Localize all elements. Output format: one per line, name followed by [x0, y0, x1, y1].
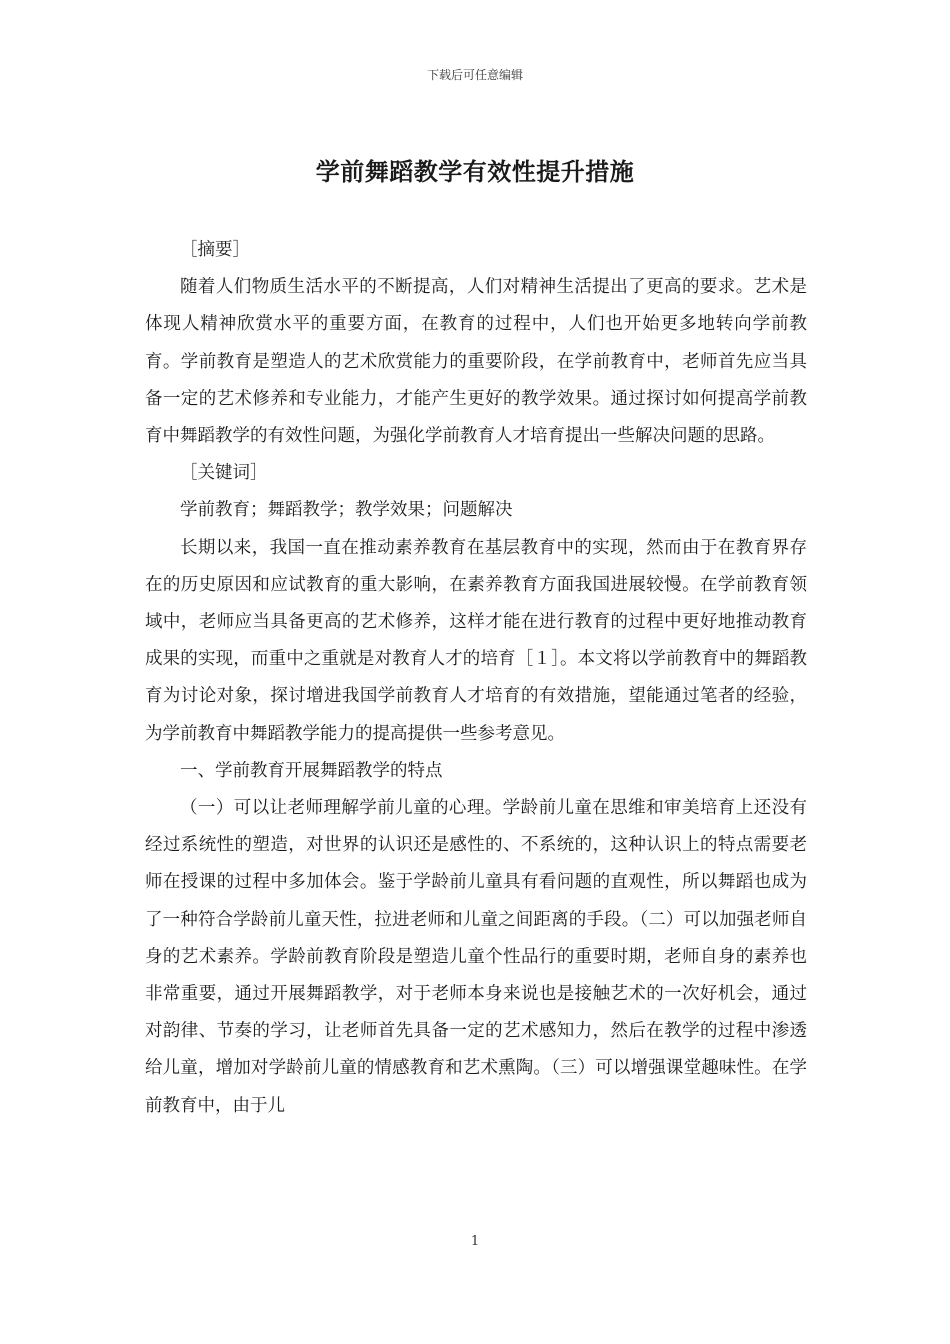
keywords-label: ［关键词］	[180, 463, 268, 484]
section-paragraph: （一）可以让老师理解学前儿童的心理。学龄前儿童在思维和审美培育上还没有经过系统性的塑造，对世界的认识还是感性的、不系统的，这种认识上的特点需要老师在授课的过程中多加体会。鉴于学龄前儿童具有看问题的直观性，所以舞蹈也成为了一种符合学龄前儿童天性，拉进老师和儿童之间距离的手段。（二）可以加强老师自身的艺术素养。学龄前教育阶段是塑造儿童个性品行的重要时期，老师自身的素养也非常重要，通过开展舞蹈教学，对于老师本身来说也是接触艺术的一次好机会，通过对韵律、节奏的学习，让老师首先具备一定的艺术感知力，然后在教学的过程中渗透给儿童，增加对学龄前儿童的情感教育和艺术熏陶。（三）可以增强课堂趣味性。在学前教育中，由于儿	[145, 798, 807, 1116]
header-note: 下载后可任意编辑	[426, 68, 523, 82]
section-heading: 一、学前教育开展舞蹈教学的特点	[180, 760, 443, 781]
abstract-paragraph: 随着人们物质生活水平的不断提高，人们对精神生活提出了更高的要求。艺术是体现人精神欣赏水平的重要方面，在教育的过程中，人们也开始更多地转向学前教育。学前教育是塑造人的艺术欣赏能力的重要阶段，在学前教育中，老师首先应当具备一定的艺术修养和专业能力，才能产生更好的教学效果。通过探讨如何提高学前教育中舞蹈教学的有效性问题，为强化学前教育人才培育提出一些解决问题的思路。	[145, 277, 807, 447]
document-body	[145, 232, 807, 1125]
keywords-paragraph: 学前教育；舞蹈教学；教学效果；问题解决	[180, 500, 513, 521]
abstract-label: ［摘要］	[180, 240, 250, 260]
intro-paragraph: 长期以来，我国一直在推动素养教育在基层教育中的实现，然而由于在教育界存在的历史原因和应试教育的重大影响，在素养教育方面我国进展较慢。在学前教育领域中，老师应当具备更高的艺术修养，这样才能在进行教育的过程中更好地推动教育成果的实现，而重中之重就是对教育人才的培育［１］。本文将以学前教育中的舞蹈教育为讨论对象，探讨增进我国学前教育人才培育的有效措施，望能通过笔者的经验，为学前教育中舞蹈教学能力的提高提供一些参考意见。	[145, 537, 807, 744]
page-number: 1	[470, 1234, 480, 1249]
page-title: 学前舞蹈教学有效性提升措施	[315, 157, 635, 186]
